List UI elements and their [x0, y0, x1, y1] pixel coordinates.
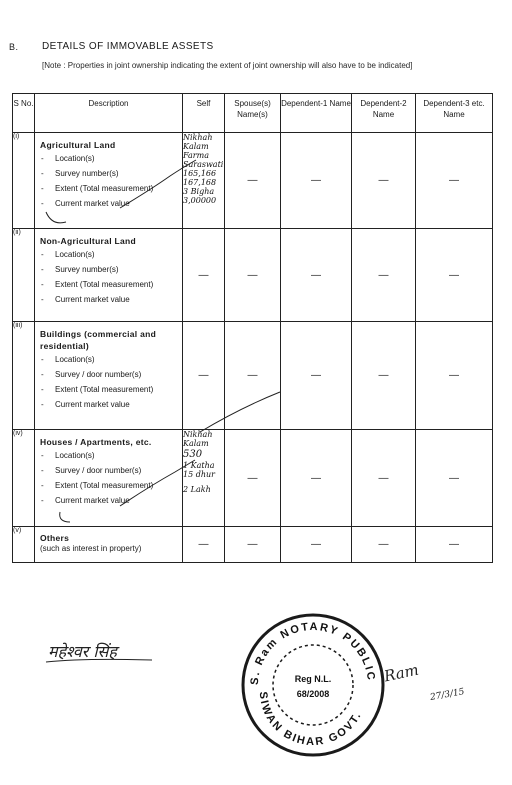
signature-left: महेश्वर सिंह — [48, 642, 117, 661]
item-survey: - Survey / door number(s) — [39, 369, 182, 380]
item-extent: - Extent (Total measurement) — [39, 279, 182, 290]
header-dependent-1: Dependent-1 Name — [281, 94, 352, 133]
signature-date: 27/3/15 — [429, 687, 466, 703]
spouse-value: — — [225, 430, 281, 527]
stamp-top-text: S. Ram NOTARY PUBLIC — [248, 620, 378, 686]
hw-line: Farma — [183, 151, 209, 160]
item-extent: - Extent (Total measurement) — [39, 183, 182, 194]
row-category: Agricultural Land — [40, 140, 116, 150]
hw-line: Nikhah — [183, 430, 213, 439]
spouse-value: — — [225, 229, 281, 322]
section-note: [Note : Properties in joint ownership indicating the extent of joint ownership will also have to be indicated] — [42, 61, 413, 70]
dependent-3-value: — — [416, 430, 493, 527]
spouse-value: — — [225, 527, 281, 563]
item-survey: - Survey / door number(s) — [39, 465, 182, 476]
item-location: - Location(s) — [39, 354, 182, 365]
hw-line: 3,00000 — [183, 196, 217, 205]
stamp-reg: Reg N.L. — [294, 674, 332, 684]
dependent-2-value: — — [352, 322, 416, 430]
signature-right: Ram — [382, 660, 421, 686]
self-value: — — [183, 322, 225, 430]
header-dependent-2: Dependent-2 Name — [352, 94, 416, 133]
hw-line: 2 Lakh — [183, 485, 211, 494]
header-sno: S No. — [13, 94, 35, 133]
row-sno: (i) — [13, 133, 35, 229]
hw-line: Saraswati — [183, 160, 224, 169]
hw-line: Nikhah — [183, 133, 213, 142]
hw-line: 530 — [183, 449, 203, 460]
row-sno: (iv) — [13, 430, 35, 527]
item-location: - Location(s) — [39, 153, 182, 164]
hw-line: 3 Bigha — [183, 187, 215, 196]
signature-underline — [44, 656, 154, 666]
dependent-2-value: — — [352, 527, 416, 563]
item-survey: - Survey number(s) — [39, 264, 182, 275]
row-category: Others — [40, 533, 70, 543]
row-sno: (v) — [13, 527, 35, 563]
spouse-value: — — [225, 322, 281, 430]
item-market-value: - Current market value — [39, 495, 182, 506]
row-category: Non-Agricultural Land — [40, 236, 137, 246]
dependent-2-value: — — [352, 133, 416, 229]
dependent-3-value: — — [416, 133, 493, 229]
others-subtext: (such as interest in property) — [40, 544, 142, 553]
item-market-value: - Current market value — [39, 198, 182, 209]
item-market-value: - Current market value — [39, 294, 182, 305]
header-description: Description — [35, 94, 183, 133]
item-location: - Location(s) — [39, 450, 182, 461]
dependent-2-value: — — [352, 229, 416, 322]
row-sno: (iii) — [13, 322, 35, 430]
section-title: DETAILS OF IMMOVABLE ASSETS — [42, 41, 214, 52]
dependent-3-value: — — [416, 322, 493, 430]
dependent-3-value: — — [416, 229, 493, 322]
hw-line: 15 dhur — [183, 470, 215, 479]
self-value: — — [183, 527, 225, 563]
hw-line: 167,168 — [183, 178, 217, 187]
dependent-1-value: — — [281, 527, 352, 563]
row-category: Buildings (commercial and residential) — [40, 329, 157, 351]
row-category: Houses / Apartments, etc. — [40, 437, 152, 447]
hw-line: Kalam — [183, 439, 209, 448]
header-self: Self — [183, 94, 225, 133]
hw-line: 1 Katha — [183, 461, 215, 470]
item-market-value: - Current market value — [39, 399, 182, 410]
item-extent: - Extent (Total measurement) — [39, 384, 182, 395]
row-sno: (ii) — [13, 229, 35, 322]
dependent-2-value: — — [352, 430, 416, 527]
item-survey: - Survey number(s) — [39, 168, 182, 179]
dependent-1-value: — — [281, 133, 352, 229]
dependent-1-value: — — [281, 430, 352, 527]
dependent-3-value: — — [416, 527, 493, 563]
item-extent: - Extent (Total measurement) — [39, 480, 182, 491]
notary-stamp — [238, 610, 388, 760]
svg-text:SIWAN BIHAR GOVT. — [257, 691, 364, 748]
self-value: — — [183, 229, 225, 322]
header-spouse: Spouse(s) Name(s) — [225, 94, 281, 133]
stamp-number: 68/2008 — [296, 689, 330, 699]
section-number: B. — [9, 42, 19, 52]
item-location: - Location(s) — [39, 249, 182, 260]
hw-line: 165,166 — [183, 169, 217, 178]
dependent-1-value: — — [281, 229, 352, 322]
spouse-value: — — [225, 133, 281, 229]
dependent-1-value: — — [281, 322, 352, 430]
stamp-bottom-text: SIWAN BIHAR GOVT. — [256, 691, 365, 749]
hw-line: Kalam — [183, 142, 209, 151]
header-dependent-3: Dependent-3 etc. Name — [416, 94, 493, 133]
